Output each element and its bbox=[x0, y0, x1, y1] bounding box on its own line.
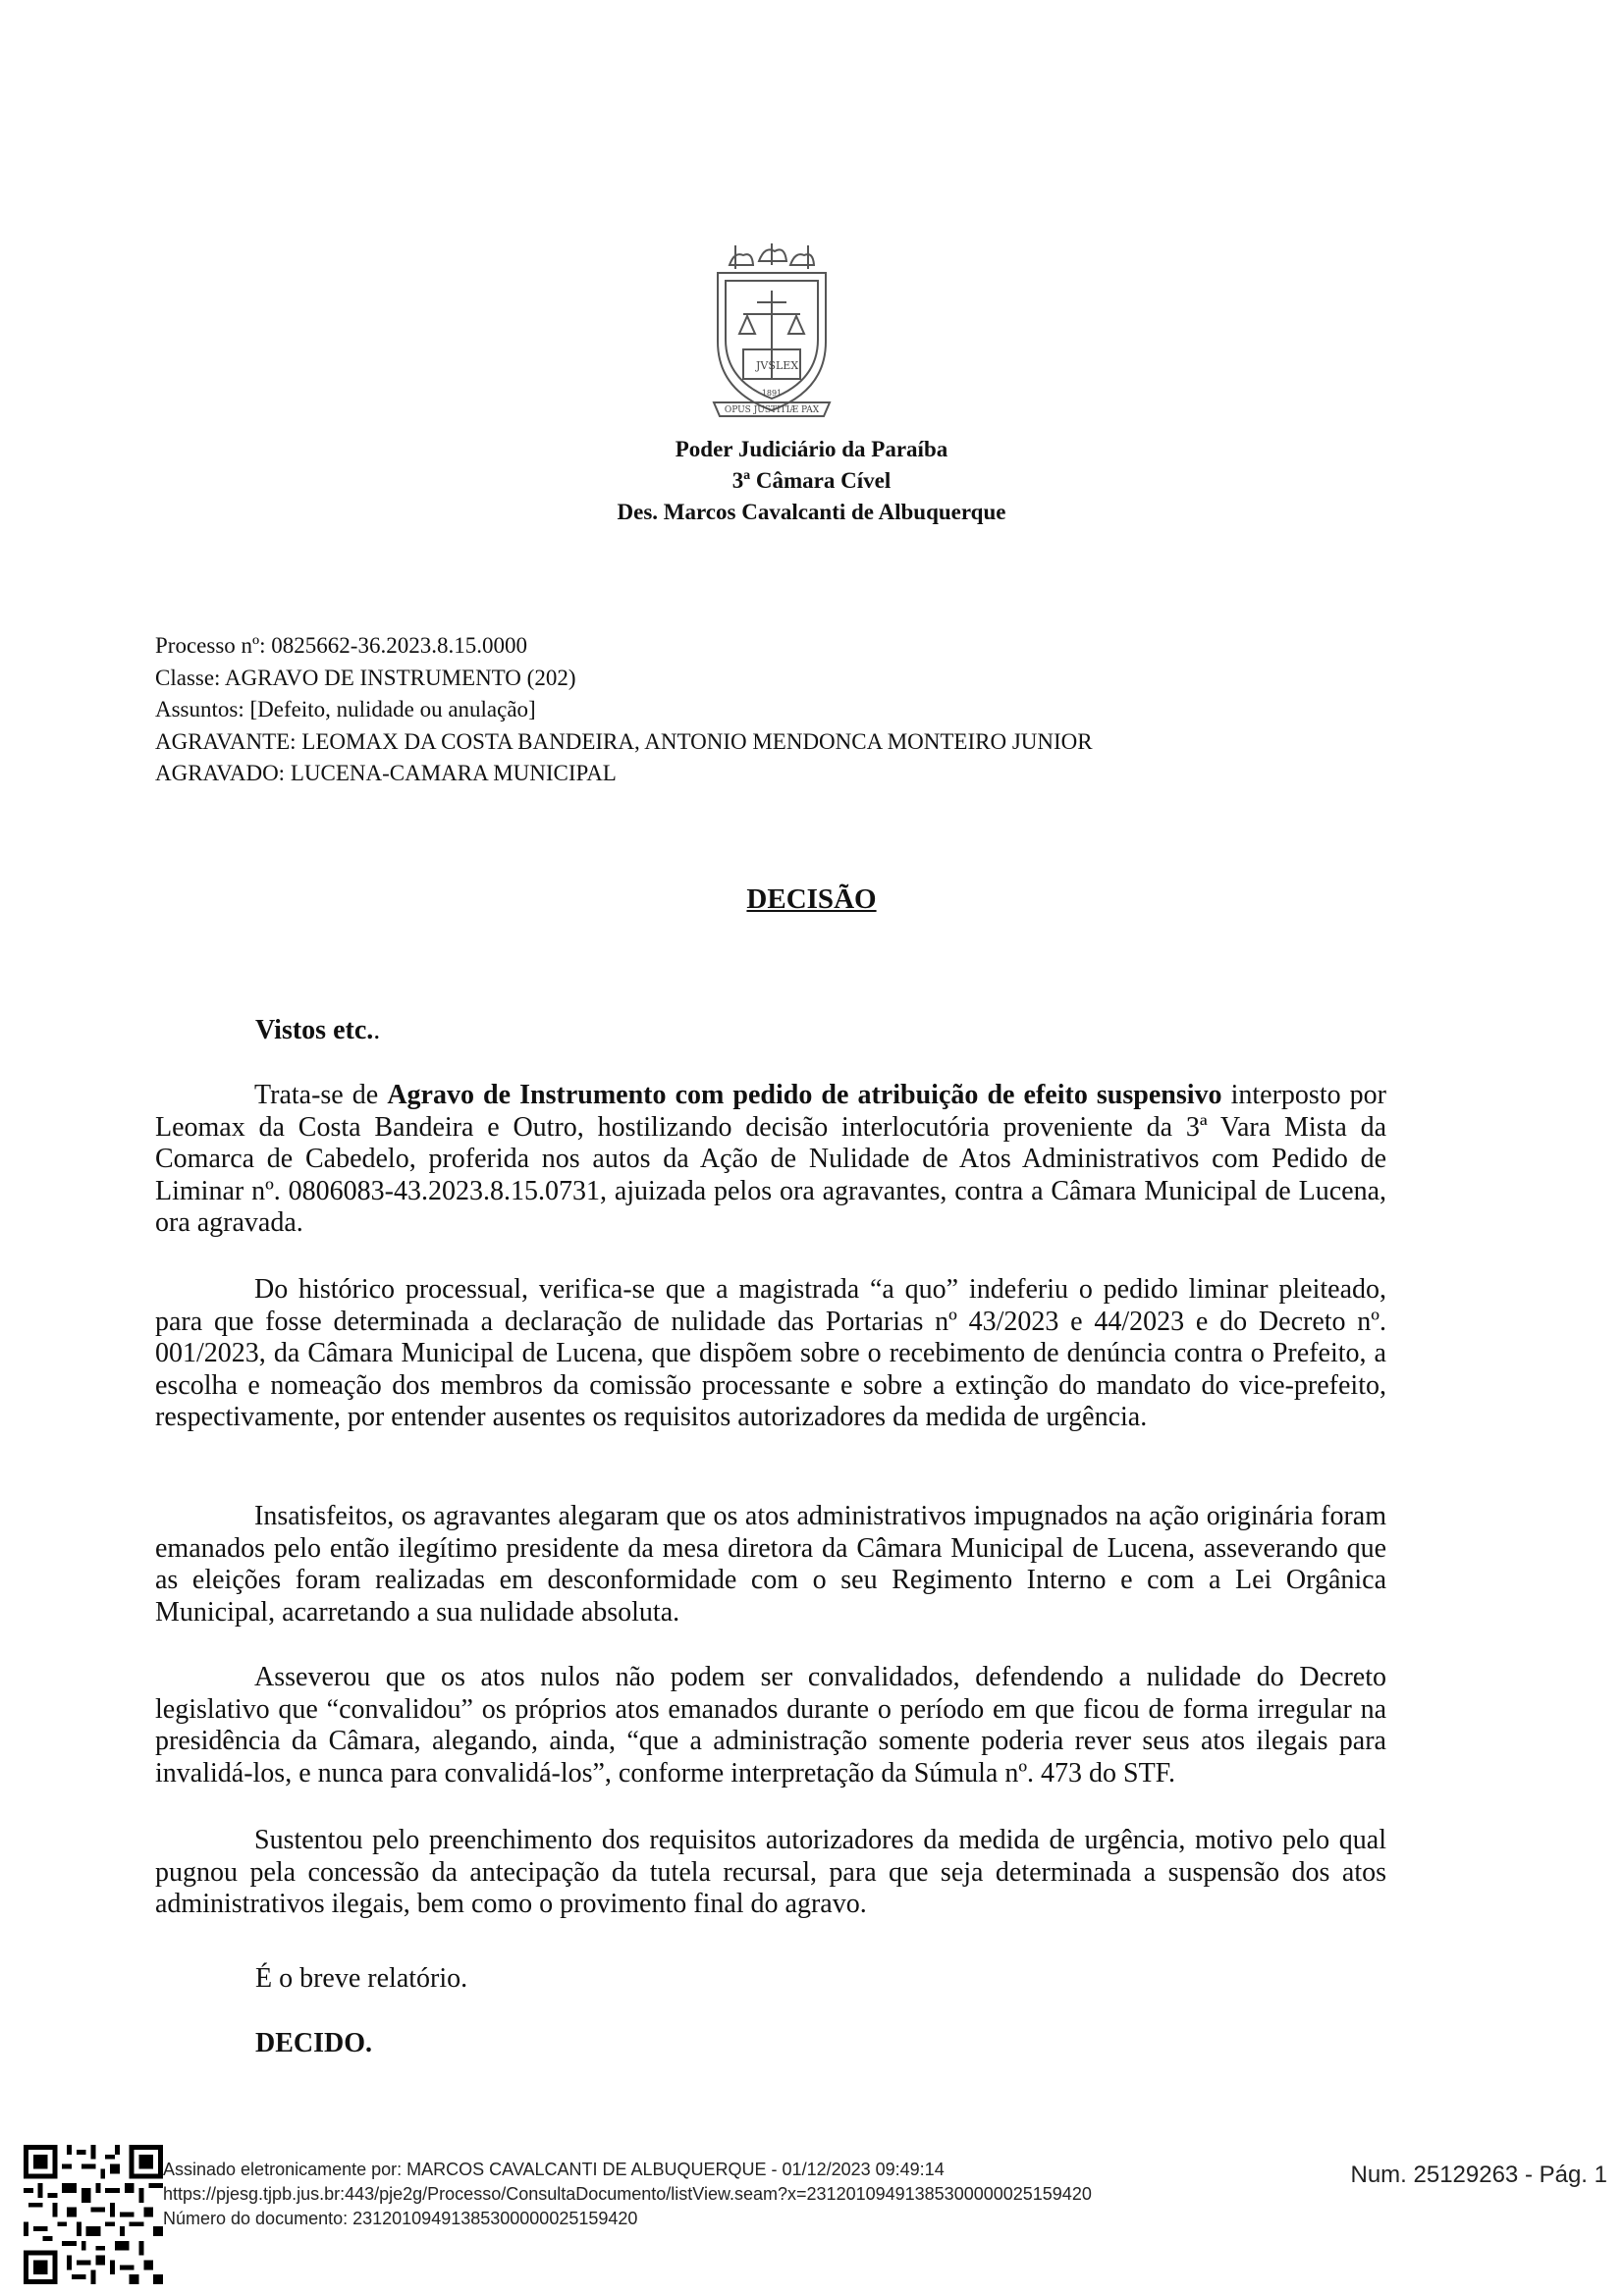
footer-signed-by: Assinado eletronicamente por: MARCOS CAVALCANTI DE ALBUQUERQUE - 01/12/2023 09:49:14 bbox=[163, 2160, 945, 2179]
case-metadata bbox=[155, 630, 1093, 790]
case-subjects: Assuntos: [Defeito, nulidade ou anulação] bbox=[155, 697, 536, 721]
header-court: Poder Judiciário da Paraíba bbox=[675, 437, 948, 461]
page-number: Num. 25129263 - Pág. 1 bbox=[1350, 2162, 1607, 2188]
case-appellant: AGRAVANTE: LEOMAX DA COSTA BANDEIRA, ANTONIO MENDONCA MONTEIRO JUNIOR bbox=[155, 728, 1093, 754]
qr-code-icon bbox=[24, 2145, 163, 2284]
p1-post: interposto por Leomax da Costa Bandeira e Outro, hostilizando decisão interlocutória proveniente da 3ª Vara Mista da Comarca de Cabedelo, proferida nos autos da Ação de Nulidade de Atos Administrativos com Pedido de Liminar nº. 0806083-43.2023.8.15.0731, ajuizada pelos ora agravantes, contra a Câmara Municipal de Lucena, ora agravada. bbox=[155, 1080, 1387, 1238]
footer-document-number: Número do documento: 23120109491385300000025159420 bbox=[163, 2209, 638, 2228]
decision-heading: DECIDO. bbox=[255, 2028, 373, 2058]
paragraph-4: Asseverou que os atos nulos não podem ser convalidados, defendendo a nulidade do Decreto legislativo que “convalidou” os próprios atos emanados durante o período em que ficou de forma irregular na presidência da Câmara, alegando, ainda, “que a administração somente poderia rever seus atos ilegais para invalidá-los, e nunca para convalidá-los”, conforme interpretação da Súmula nº. 473 do STF. bbox=[155, 1662, 1386, 1789]
paragraph-1 bbox=[155, 1080, 1386, 1240]
paragraph-3: Insatisfeitos, os agravantes alegaram que os atos administrativos impugnados na ação originária foram emanados pelo então ilegítimo presidente da mesa diretora da Câmara Municipal de Lucena, asseverando que as eleições foram realizadas em desconformidade com o seu Regimento Interno e com a Lei Orgânica Municipal, acarretando a sua nulidade absoluta. bbox=[155, 1501, 1386, 1628]
court-header bbox=[0, 434, 1623, 528]
footer-url[interactable]: https://pjesg.tjpb.jus.br:443/pje2g/Processo/ConsultaDocumento/listView.seam?x=23120109491385300000025159420 bbox=[163, 2184, 1092, 2204]
case-number: Processo nº: 0825662-36.2023.8.15.0000 bbox=[155, 633, 527, 658]
case-appellee: AGRAVADO: LUCENA-CAMARA MUNICIPAL bbox=[155, 761, 617, 785]
court-emblem bbox=[700, 243, 843, 426]
paragraph-5: Sustentou pelo preenchimento dos requisitos autorizadores da medida de urgência, motivo pelo qual pugnou pela concessão da antecipação da tutela recursal, para que seja determinada a suspensão dos atos administrativos ilegais, bem como o provimento final do agravo. bbox=[155, 1825, 1386, 1919]
emblem-motto: OPUS JUSTITIÆ PAX bbox=[724, 405, 820, 415]
paragraph-2: Do histórico processual, verifica-se que a magistrada “a quo” indeferiu o pedido liminar pleiteado, para que fosse determinada a declaração de nulidade das Portarias nº 43/2023 e 44/2023 e do Decreto nº. 001/2023, da Câmara Municipal de Lucena, que dispõem sobre o recebimento de denúncia contra o Prefeito, a escolha e nomeação dos membros da comissão processante e sobre a extinção do mandato do vice-prefeito, respectivamente, por entender ausentes os requisitos autorizadores da medida de urgência. bbox=[155, 1274, 1386, 1432]
header-judge: Des. Marcos Cavalcanti de Albuquerque bbox=[617, 500, 1006, 524]
p1-bold: Agravo de Instrumento com pedido de atribuição de efeito suspensivo bbox=[387, 1080, 1222, 1110]
case-class: Classe: AGRAVO DE INSTRUMENTO (202) bbox=[155, 665, 576, 690]
emblem-year: 1891 bbox=[761, 389, 783, 398]
signature-footer bbox=[163, 2158, 1092, 2231]
emblem-letters-right: LEX bbox=[776, 359, 799, 372]
document-title: DECISÃO bbox=[746, 883, 877, 915]
opening-suffix: . bbox=[373, 1015, 381, 1045]
header-chamber: 3ª Câmara Cível bbox=[731, 468, 892, 493]
report-closing: É o breve relatório. bbox=[255, 1963, 468, 1994]
opening-bold: Vistos etc. bbox=[255, 1015, 374, 1045]
opening-line bbox=[255, 1015, 380, 1046]
emblem-letters-left: JVS bbox=[756, 359, 776, 372]
p1-pre: Trata-se de bbox=[254, 1080, 388, 1110]
